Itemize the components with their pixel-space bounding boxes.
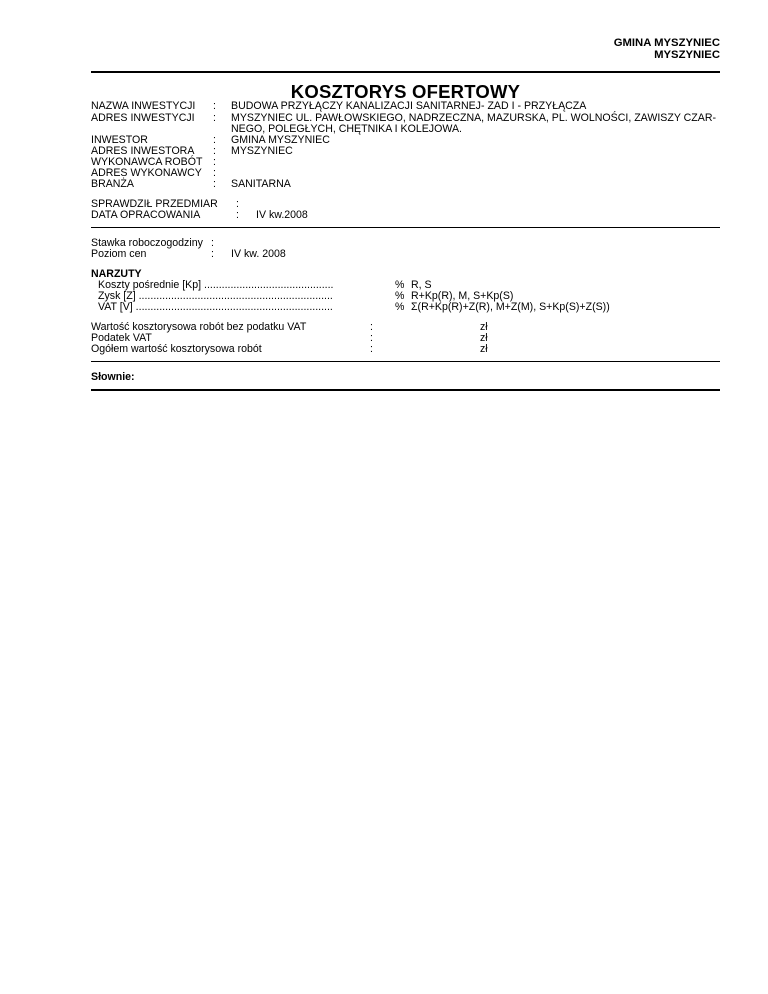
colon: : <box>213 145 216 157</box>
colon: : <box>236 198 239 210</box>
total-currency: zł <box>480 321 488 333</box>
divider-rule <box>91 361 720 362</box>
label-adres-inwestora: ADRES INWESTORA <box>91 145 195 157</box>
value-nazwa-inwestycji: BUDOWA PRZYŁĄCZY KANALIZACJI SANITARNEJ- ZAD I - PRZYŁĄCZA <box>231 100 587 112</box>
colon: : <box>213 178 216 190</box>
total-currency: zł <box>480 332 488 344</box>
label-poziom-cen: Poziom cen <box>91 248 147 260</box>
narzut-label-zysk: Zysk [Z] .................................................................. <box>98 290 333 302</box>
total-label-netto: Wartość kosztorysowa robót bez podatku VAT <box>91 321 307 333</box>
value-data-opracowania: IV kw.2008 <box>256 209 308 221</box>
narzuty-heading: NARZUTY <box>91 268 142 280</box>
colon: : <box>213 156 216 168</box>
header-line-2: MYSZYNIEC <box>654 49 720 61</box>
total-currency: zł <box>480 343 488 355</box>
colon: : <box>211 248 214 260</box>
label-adres-inwestycji: ADRES INWESTYCJI <box>91 112 195 124</box>
narzut-basis: R+Kp(R), M, S+Kp(S) <box>411 290 514 302</box>
label-branza: BRANŻA <box>91 178 134 190</box>
total-label-vat: Podatek VAT <box>91 332 152 344</box>
colon: : <box>370 343 373 355</box>
value-adres-inwestycji-line-2: NEGO, POLEGŁYCH, CHĘTNIKA I KOLEJOWA. <box>231 123 462 135</box>
label-nazwa-inwestycji: NAZWA INWESTYCJI <box>91 100 196 112</box>
divider-rule <box>91 227 720 228</box>
colon: : <box>211 237 214 249</box>
total-label-brutto: Ogółem wartość kosztorysowa robót <box>91 343 262 355</box>
colon: : <box>213 100 216 112</box>
narzut-basis: Σ(R+Kp(R)+Z(R), M+Z(M), S+Kp(S)+Z(S)) <box>411 301 610 313</box>
value-adres-inwestora: MYSZYNIEC <box>231 145 293 157</box>
value-inwestor: GMINA MYSZYNIEC <box>231 134 330 146</box>
narzut-unit: % <box>395 279 405 291</box>
value-poziom-cen: IV kw. 2008 <box>231 248 286 260</box>
narzut-label-vat: VAT [V] ................................................................... <box>98 301 333 313</box>
bottom-rule <box>91 389 720 391</box>
label-adres-wykonawcy: ADRES WYKONAWCY <box>91 167 202 179</box>
label-wykonawca-robot: WYKONAWCA ROBÓT <box>91 156 203 168</box>
label-inwestor: INWESTOR <box>91 134 148 146</box>
slownie-label: Słownie: <box>91 371 135 383</box>
narzut-label-kp: Koszty pośrednie [Kp] ............................................ <box>98 279 334 291</box>
colon: : <box>236 209 239 221</box>
value-branza: SANITARNA <box>231 178 291 190</box>
narzut-unit: % <box>395 301 405 313</box>
colon: : <box>370 332 373 344</box>
top-rule <box>91 71 720 73</box>
colon: : <box>213 134 216 146</box>
narzut-unit: % <box>395 290 405 302</box>
document-title: KOSZTORYS OFERTOWY <box>290 81 521 102</box>
colon: : <box>370 321 373 333</box>
label-sprawdzil-przedmiar: SPRAWDZIŁ PRZEDMIAR <box>91 198 218 210</box>
value-adres-inwestycji-line-1: MYSZYNIEC UL. PAWŁOWSKIEGO, NADRZECZNA, MAZURSKA, PL. WOLNOŚCI, ZAWISZY CZAR- <box>231 112 717 124</box>
label-data-opracowania: DATA OPRACOWANIA <box>91 209 201 221</box>
label-stawka-roboczogodziny: Stawka roboczogodziny <box>91 237 203 249</box>
narzut-basis: R, S <box>411 279 432 291</box>
header-line-1: GMINA MYSZYNIEC <box>613 37 720 49</box>
colon: : <box>213 167 216 179</box>
colon: : <box>213 112 216 124</box>
